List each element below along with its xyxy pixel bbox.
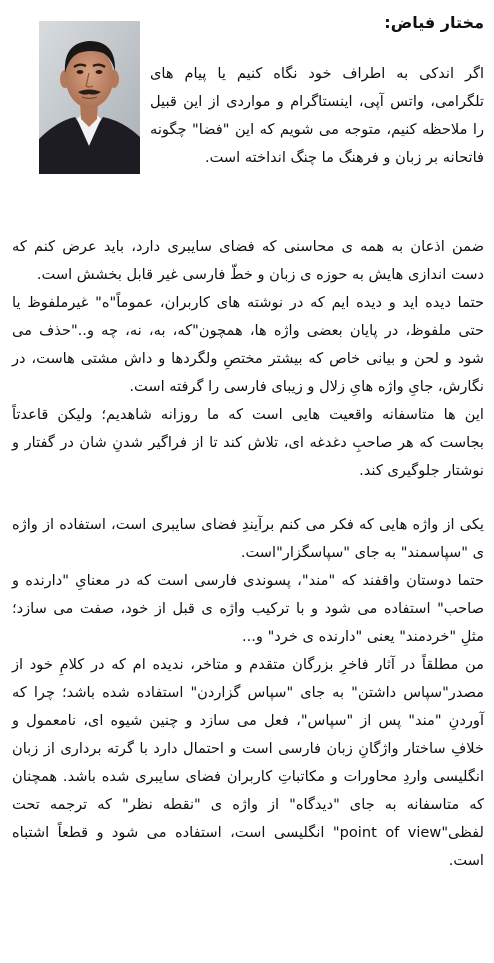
intro-paragraph: اگر اندکی به اطراف خود نگاه کنیم یا پیام های تلگرامی، واتس آپی، اینستاگرام و مواردی از این قبیل را ملاحظه کنیم، متوجه می شویم که این "فضا" چگونه فاتحانه بر زبان و فرهنگ ما چنگ انداخته است. — [150, 65, 484, 166]
article-body — [12, 233, 484, 875]
article-paragraph: من مطلقاً در آثار فاخرِ بزرگان متقدم و متاخر، ندیده ام که در کلامِ خود از مصدر"سپاس داشتن" به جای "سپاس گزاردن" استفاده شده باشد؛ چرا که آوردنِ "مند" پس از "سپاس"، فعل می سازد و چنین شیوه ای، نامعمول و خلافِ ساختار واژگانِ زبان فارسی است و احتمال دارد با گرته برداری از زبان انگلیسی واردِ محاورات و مکاتباتِ کاربران فضای سایبری شده باشد. همچنان که متاسفانه به جای "دیدگاه" از واژه ی "نقطه نظر" که ترجمه تحت لفظی"point of view" انگلیسی است، استفاده می شود و قطعاً اشتباه است. — [12, 656, 484, 869]
author-name: مختار فیاض: — [384, 13, 484, 32]
article-paragraph: حتما دوستان واقفند که "مند"، پسوندی فارسی است که در معنایِ "دارنده و صاحب" استفاده می شود و با ترکیب واژه ی قبل از خود، صفت می سازد؛ مثلِ "خردمند" یعنی "دارنده ی خرد" و... — [12, 572, 484, 645]
article-paragraph: حتما دیده اید و دیده ایم که در نوشته های کاربران، عموماً"ه" غیرملفوظ یا حتی ملفوظ، در پایان بعضی واژه ها، همچون"که، به، نه، چه و.."حذف می شود و لحن و بیانی خاص که بیشتر مختصِ ولگردها و داش مشتی هاست، در نگارش، جایِ واژه هایِ زلال و زیبای فارسی را گرفته است. — [12, 294, 484, 395]
article-paragraph: یکی از واژه هایی که فکر می کنم برآیندِ فضای سایبری است، استفاده از واژه ی "سپاسمند" به جای "سپاسگزار"است. — [12, 516, 484, 561]
article-paragraph: این ها متاسفانه واقعیت هایی است که ما روزانه شاهدیم؛ ولیکن قاعدتاً بجاست که هر صاحبِ دغدغه ای، تلاش کند تا از فراگیر شدنِ شان در گفتار و نوشتار جلوگیری کند. — [12, 406, 484, 479]
author-photo — [39, 21, 140, 174]
author-portrait-icon — [39, 21, 140, 174]
paragraph-gap — [12, 485, 484, 511]
article-paragraph: ضمن اذعان به همه ی محاسنی که فضای سایبری دارد، باید عرض کنم که دست اندازی هایش به حوزه ی زبان و خطّ فارسی غیر قابل بخشش است. — [12, 238, 484, 283]
